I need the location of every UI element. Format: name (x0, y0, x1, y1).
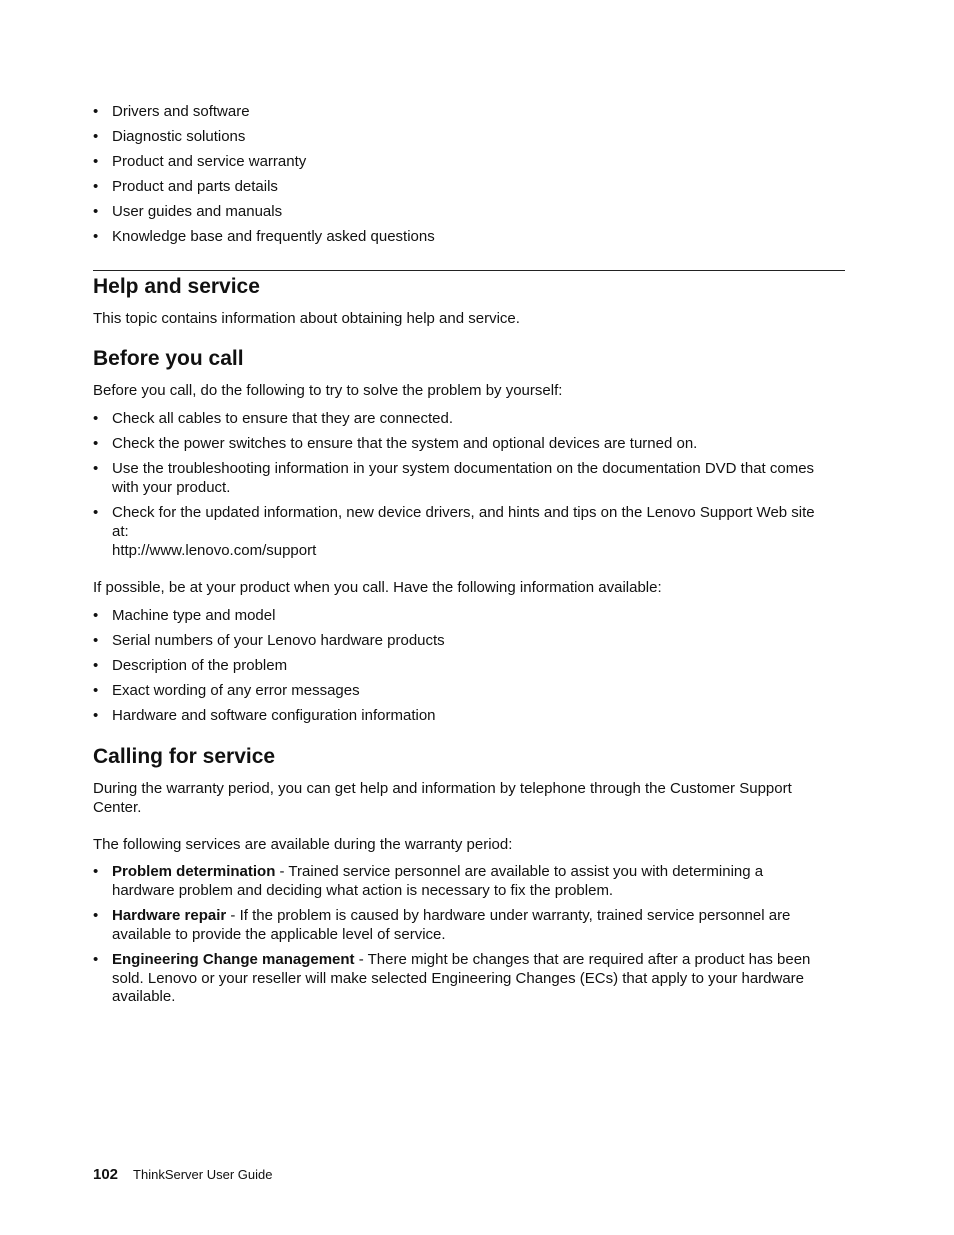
heading-calling-for-service: Calling for service (93, 745, 276, 768)
list-item: • Serial numbers of your Lenovo hardware products (93, 631, 833, 650)
list-item: • Check all cables to ensure that they are connected. (93, 409, 833, 428)
list-item (93, 503, 833, 560)
list-item: • Diagnostic solutions (93, 127, 845, 146)
guide-title: ThinkServer User Guide (133, 1167, 273, 1182)
section-divider (93, 270, 845, 271)
heading-before-you-call: Before you call (93, 347, 244, 370)
if-possible-text: If possible, be at your product when you call. Have the following information available: (93, 579, 662, 596)
list-item: • Product and service warranty (93, 152, 845, 171)
list-item: • Machine type and model (93, 606, 833, 625)
support-url-link[interactable]: http://www.lenovo.com/support (112, 542, 317, 559)
service-term: Problem determination (112, 863, 276, 880)
service-description: - There might be changes that are required after a product has been sold. Lenovo or your reseller will make selected Engineering Changes (ECs) that apply to your hardware available. (112, 951, 811, 1005)
warranty-intro-text: During the warranty period, you can get help and information by telephone through the Customer Support Center. (93, 780, 792, 816)
list-item: • Description of the problem (93, 656, 833, 675)
list-item: • Use the troubleshooting information in your system documentation on the documentation DVD that comes with your product. (93, 459, 833, 497)
service-description: - Trained service personnel are available to assist you with determining a hardware problem and deciding what action is necessary to fix the problem. (112, 863, 764, 899)
before-you-call-list (93, 409, 833, 566)
list-item (93, 863, 813, 900)
list-item (93, 907, 813, 944)
list-item: • Exact wording of any error messages (93, 681, 833, 700)
service-term: Hardware repair (112, 907, 227, 924)
help-intro-text: This topic contains information about obtaining help and service. (93, 310, 520, 327)
list-item: • Product and parts details (93, 177, 845, 196)
before-intro-text: Before you call, do the following to try to solve the problem by yourself: (93, 382, 563, 399)
list-item-text: Check for the updated information, new device drivers, and hints and tips on the Lenovo Support Web site at: (112, 504, 815, 540)
warranty-services-list (93, 863, 813, 1014)
information-available-list (93, 606, 833, 731)
page-footer (93, 1166, 272, 1184)
list-item: • Knowledge base and frequently asked questions (93, 227, 845, 246)
heading-help-and-service: Help and service (93, 275, 260, 298)
list-item: • Check the power switches to ensure that the system and optional devices are turned on. (93, 434, 833, 453)
service-description: - If the problem is caused by hardware under warranty, trained service personnel are available to provide the applicable level of service. (112, 907, 791, 943)
support-resources-list (93, 102, 845, 252)
following-services-text: The following services are available during the warranty period: (93, 836, 513, 853)
list-item: • Drivers and software (93, 102, 845, 121)
page-number: 102 (93, 1166, 119, 1183)
list-item: • Hardware and software configuration information (93, 706, 833, 725)
list-item: • User guides and manuals (93, 202, 845, 221)
list-item (93, 951, 813, 1007)
service-term: Engineering Change management (112, 951, 355, 968)
